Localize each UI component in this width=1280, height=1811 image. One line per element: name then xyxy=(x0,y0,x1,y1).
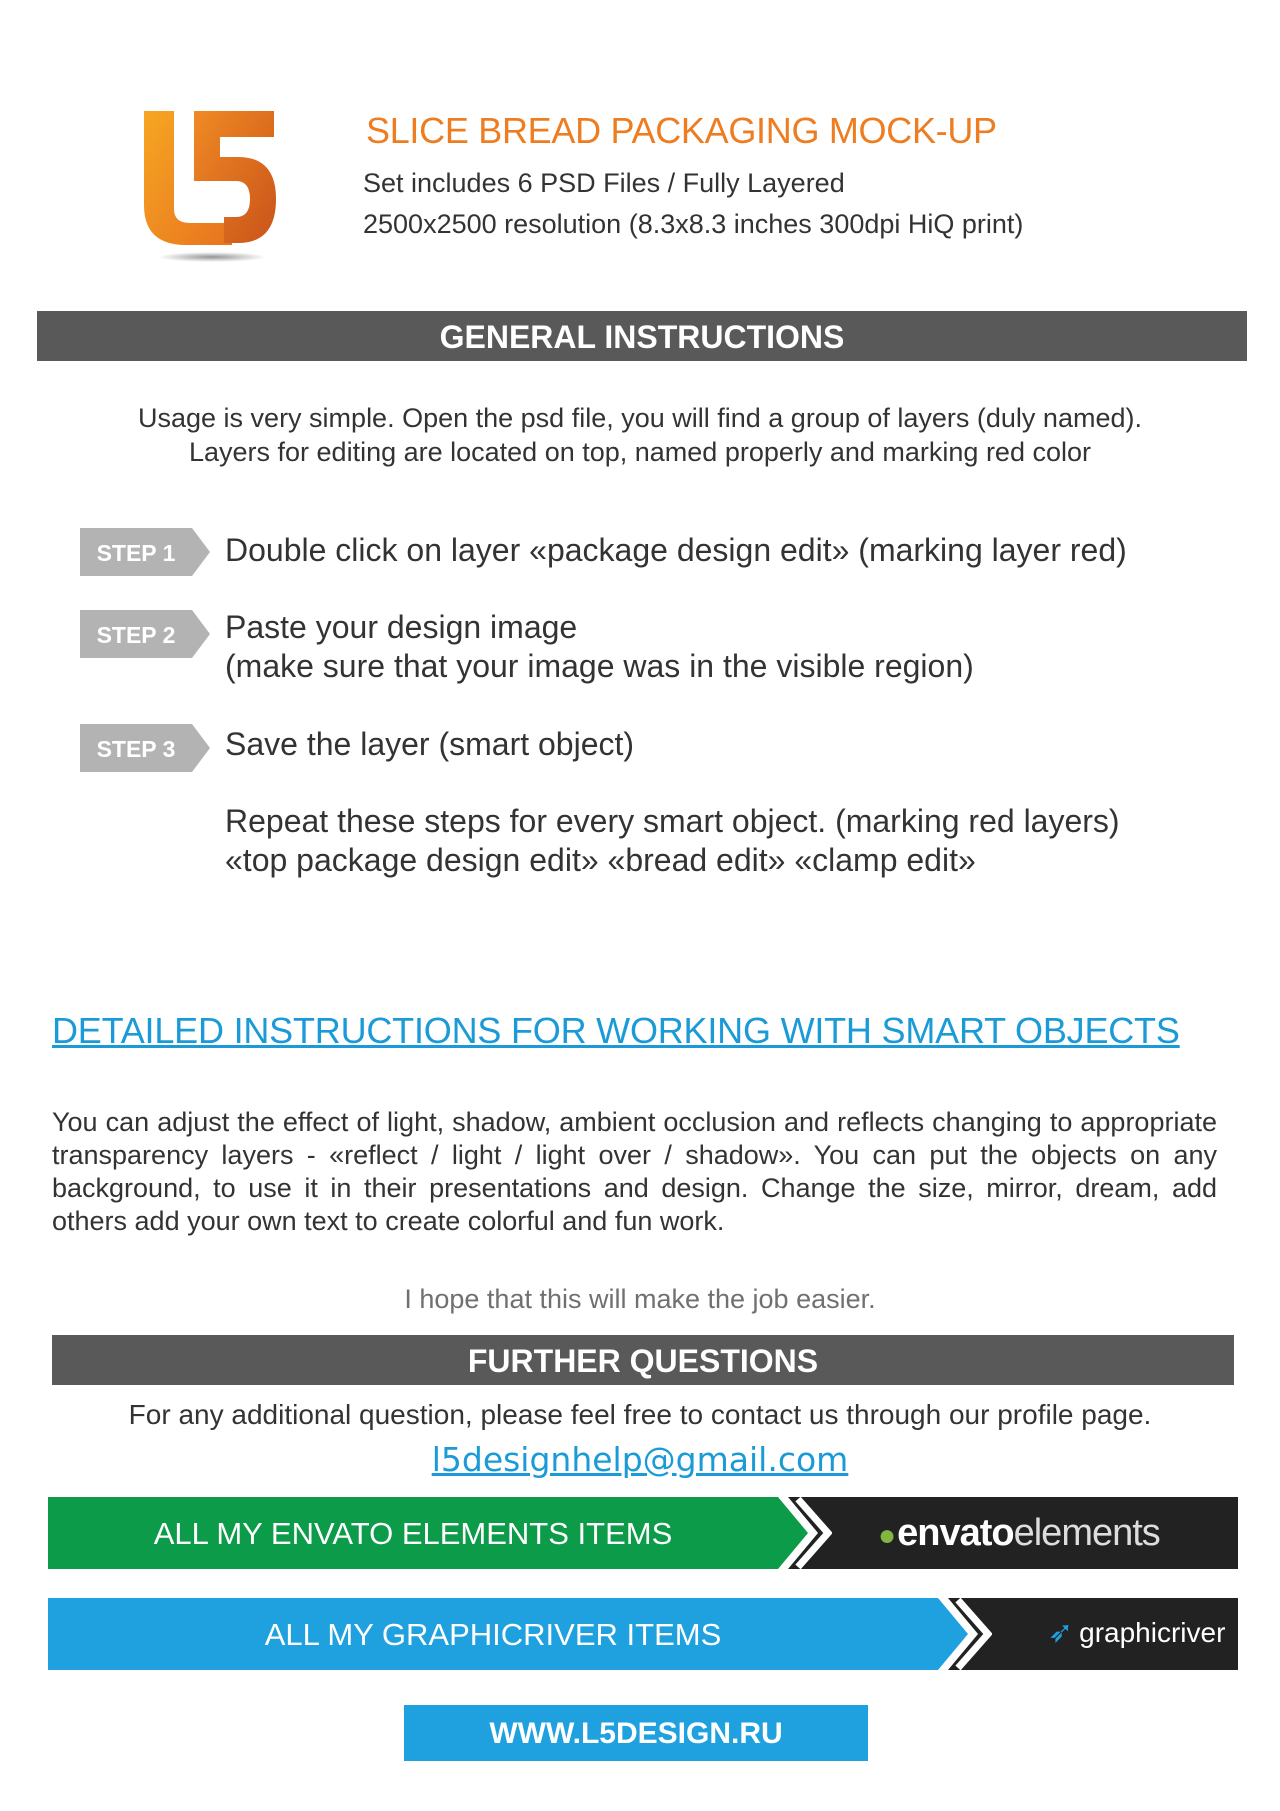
graphicriver-banner-label: ALL MY GRAPHICRIVER ITEMS xyxy=(264,1617,722,1652)
step-1-label: STEP 1 xyxy=(96,540,176,566)
chevron-right-icon xyxy=(952,1598,992,1670)
usage-text-line-1: Usage is very simple. Open the psd file, you will find a group of layers (duly named). xyxy=(138,403,1142,433)
website-button[interactable]: WWW.L5DESIGN.RU xyxy=(404,1705,868,1761)
envato-elements-logo xyxy=(878,1497,1160,1569)
page-title: SLICE BREAD PACKAGING MOCK-UP xyxy=(366,110,997,151)
email-link[interactable]: l5designhelp@gmail.com xyxy=(431,1440,849,1479)
envato-word: envato xyxy=(897,1512,1014,1554)
detailed-instructions-link[interactable]: DETAILED INSTRUCTIONS FOR WORKING WITH SMART OBJECTS xyxy=(52,1010,1180,1051)
step-2-text-line-2: (make sure that your image was in the visible region) xyxy=(225,648,974,684)
step-2-badge xyxy=(80,610,210,658)
fish-icon: ➶ xyxy=(1048,1616,1074,1649)
step-2-text-line-1: Paste your design image xyxy=(225,609,578,645)
chevron-right-icon xyxy=(792,1497,832,1569)
envato-elements-banner[interactable] xyxy=(48,1497,1238,1569)
usage-text-line-2: Layers for editing are located on top, named properly and marking red color xyxy=(188,437,1091,467)
l5-logo-icon xyxy=(140,105,280,265)
graphicriver-banner[interactable] xyxy=(48,1598,1238,1670)
detailed-paragraph: You can adjust the effect of light, shadow, ambient occlusion and reflects changing to appropriate transparency layers - «reflect / light / light over / shadow». You can put the objects on any background, to use it in their presentations and design. Change the size, mirror, dream, add others add your own text to create colorful and fun work. xyxy=(52,1107,1217,1236)
step-1-badge xyxy=(80,528,210,576)
graphicriver-word: graphicriver xyxy=(1079,1617,1226,1648)
graphicriver-logo xyxy=(1048,1598,1225,1670)
repeat-text-line-1: Repeat these steps for every smart object. (marking red layers) xyxy=(225,803,1120,839)
contact-text: For any additional question, please feel free to contact us through our profile page. xyxy=(128,1399,1152,1430)
general-instructions-heading: GENERAL INSTRUCTIONS xyxy=(37,311,1247,361)
hope-text: I hope that this will make the job easier. xyxy=(404,1284,876,1314)
step-1-text: Double click on layer «package design edit» (marking layer red) xyxy=(225,532,1127,568)
envato-banner-label: ALL MY ENVATO ELEMENTS ITEMS xyxy=(153,1516,673,1551)
subtitle-resolution: 2500x2500 resolution (8.3x8.3 inches 300dpi HiQ print) xyxy=(363,209,1024,239)
further-questions-heading: FURTHER QUESTIONS xyxy=(52,1335,1234,1385)
subtitle-files: Set includes 6 PSD Files / Fully Layered xyxy=(363,168,845,198)
repeat-text-line-2: «top package design edit» «bread edit» «clamp edit» xyxy=(225,842,976,878)
leaf-icon: ● xyxy=(878,1519,896,1552)
step-3-text: Save the layer (smart object) xyxy=(225,726,635,762)
step-3-label: STEP 3 xyxy=(96,736,176,762)
elements-word: elements xyxy=(1013,1512,1160,1554)
step-3-badge xyxy=(80,724,210,772)
step-2-label: STEP 2 xyxy=(96,622,176,648)
